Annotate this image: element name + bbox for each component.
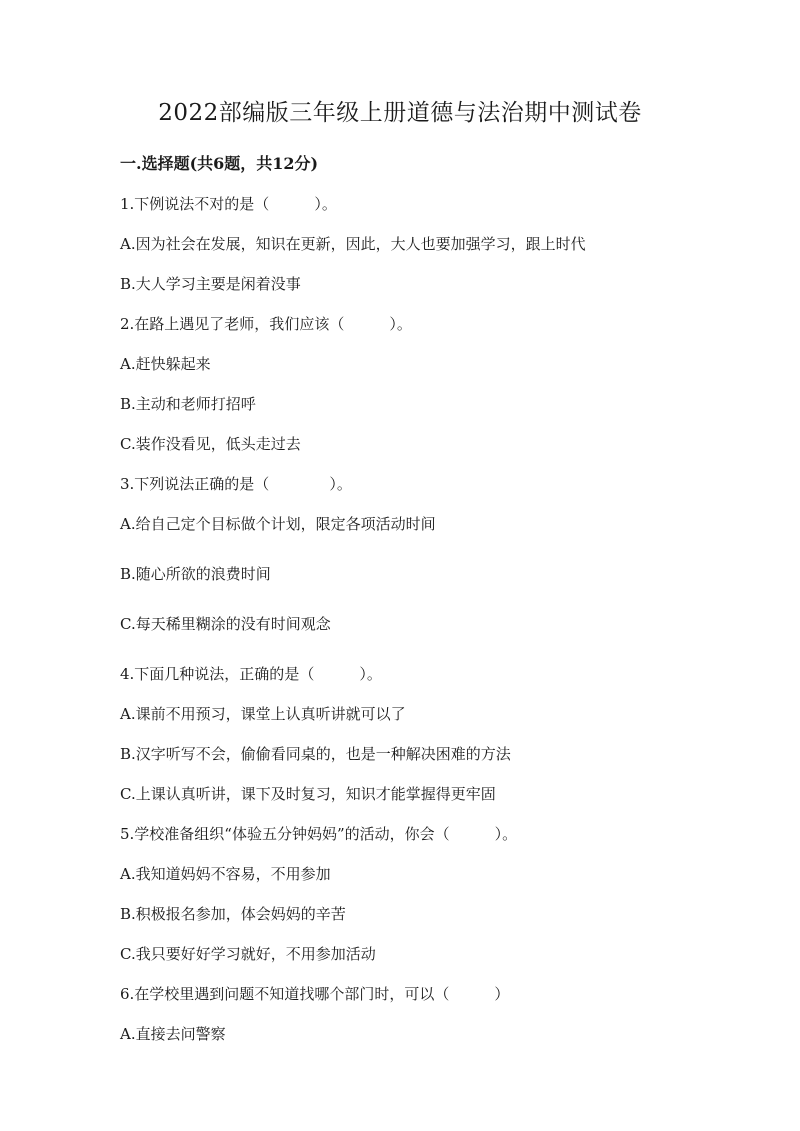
answer-option: C.每天稀里糊涂的没有时间观念 (120, 615, 331, 633)
question-stem: 4.下面几种说法，正确的是（ ）。 (120, 665, 382, 683)
section-heading: 一.选择题(共6题，共12分) (120, 154, 319, 173)
answer-option: B.积极报名参加，体会妈妈的辛苦 (120, 905, 346, 923)
question-stem: 1.下例说法不对的是（ ）。 (120, 195, 337, 213)
answer-option: A.我知道妈妈不容易，不用参加 (120, 865, 331, 883)
question-stem: 2.在路上遇见了老师，我们应该（ ）。 (120, 315, 412, 333)
answer-option: A.课前不用预习，课堂上认真听讲就可以了 (120, 705, 406, 723)
answer-option: A.直接去问警察 (120, 1025, 226, 1043)
answer-option: B.汉字听写不会，偷偷看同桌的，也是一种解决困难的方法 (120, 745, 511, 763)
answer-option: A.因为社会在发展，知识在更新，因此，大人也要加强学习，跟上时代 (120, 235, 586, 253)
answer-option: B.随心所欲的浪费时间 (120, 565, 271, 583)
answer-option: B.大人学习主要是闲着没事 (120, 275, 301, 293)
answer-option: C.上课认真听讲，课下及时复习，知识才能掌握得更牢固 (120, 785, 496, 803)
question-stem: 6.在学校里遇到问题不知道找哪个部门时，可以（ ） (120, 985, 510, 1003)
answer-option: C.我只要好好学习就好，不用参加活动 (120, 945, 376, 963)
answer-option: C.装作没看见，低头走过去 (120, 435, 301, 453)
question-stem: 5.学校准备组织“体验五分钟妈妈”的活动，你会（ ）。 (120, 825, 518, 843)
answer-option: A.赶快躲起来 (120, 355, 211, 373)
question-stem: 3.下列说法正确的是（ ）。 (120, 475, 352, 493)
answer-option: A.给自己定个目标做个计划，限定各项活动时间 (120, 515, 436, 533)
answer-option: B.主动和老师打招呼 (120, 395, 256, 413)
exam-title: 2022部编版三年级上册道德与法治期中测试卷 (158, 100, 642, 126)
